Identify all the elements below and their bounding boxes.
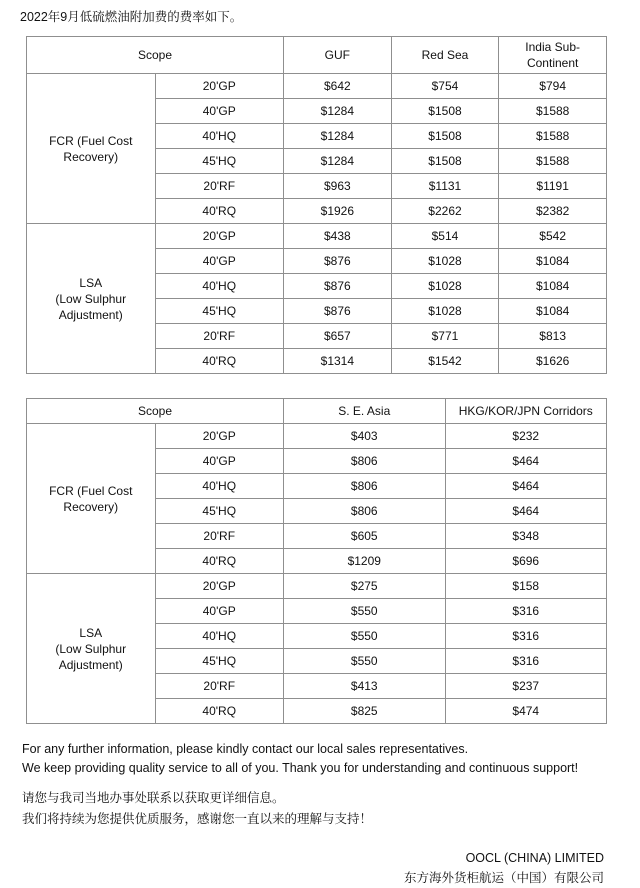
table-header-row [27, 37, 607, 74]
rate-value: $876 [284, 249, 392, 274]
column-header-scope: Scope [27, 399, 284, 424]
table1-body [27, 74, 607, 374]
column-header-guf: GUF [284, 37, 392, 74]
rate-value: $2382 [499, 199, 607, 224]
rate-value: $813 [499, 324, 607, 349]
group-label-lsa: LSA (Low Sulphur Adjustment) [27, 574, 156, 724]
rate-value: $514 [391, 224, 499, 249]
container-type: 40'RQ [155, 199, 284, 224]
rate-value: $1191 [499, 174, 607, 199]
rate-value: $237 [445, 674, 607, 699]
container-type: 40'RQ [155, 699, 284, 724]
rate-value: $1209 [284, 549, 446, 574]
rate-value: $158 [445, 574, 607, 599]
group-label-fcr: FCR (Fuel Cost Recovery) [27, 74, 156, 224]
footer-signature [20, 848, 620, 888]
container-type: 20'GP [155, 574, 284, 599]
container-type: 45'HQ [155, 149, 284, 174]
rate-value: $403 [284, 424, 446, 449]
rate-value: $275 [284, 574, 446, 599]
rate-value: $1626 [499, 349, 607, 374]
container-type: 40'RQ [155, 349, 284, 374]
container-type: 40'HQ [155, 124, 284, 149]
container-type: 20'GP [155, 74, 284, 99]
rate-value: $542 [499, 224, 607, 249]
rate-value: $1588 [499, 149, 607, 174]
company-name-en: OOCL (CHINA) LIMITED [465, 851, 604, 865]
rate-value: $806 [284, 449, 446, 474]
table-row [27, 74, 607, 99]
container-type: 40'GP [155, 99, 284, 124]
column-header-hkg-kor-jpn-corridors: HKG/KOR/JPN Corridors [445, 399, 607, 424]
table-row [27, 574, 607, 599]
rate-value: $825 [284, 699, 446, 724]
table-row [27, 224, 607, 249]
rate-value: $413 [284, 674, 446, 699]
column-header-se-asia: S. E. Asia [284, 399, 446, 424]
column-header-scope: Scope [27, 37, 284, 74]
container-type: 20'GP [155, 424, 284, 449]
rate-value: $642 [284, 74, 392, 99]
rate-value: $696 [445, 549, 607, 574]
rate-value: $1926 [284, 199, 392, 224]
rate-value: $963 [284, 174, 392, 199]
intro-text: 2022年9月低硫燃油附加费的费率如下。 [20, 10, 243, 24]
company-name-cn: 东方海外货柜航运（中国）有限公司 [403, 871, 604, 885]
rate-value: $1028 [391, 299, 499, 324]
container-type: 40'GP [155, 249, 284, 274]
rate-value: $2262 [391, 199, 499, 224]
rate-value: $464 [445, 474, 607, 499]
footer-gap [20, 830, 620, 848]
rate-value: $1028 [391, 274, 499, 299]
container-type: 20'RF [155, 324, 284, 349]
group-label-lsa: LSA (Low Sulphur Adjustment) [27, 224, 156, 374]
rate-table-primary [26, 36, 607, 374]
rate-value: $316 [445, 649, 607, 674]
rate-value: $1028 [391, 249, 499, 274]
rate-value: $1314 [284, 349, 392, 374]
rate-value: $1284 [284, 99, 392, 124]
rate-value: $771 [391, 324, 499, 349]
rate-value: $232 [445, 424, 607, 449]
column-header-india-sub-continent: India Sub-Continent [499, 37, 607, 74]
container-type: 20'RF [155, 524, 284, 549]
rate-value: $605 [284, 524, 446, 549]
rate-value: $1508 [391, 149, 499, 174]
rate-value: $794 [499, 74, 607, 99]
notes-gap [20, 724, 620, 740]
note-en-line1: For any further information, please kindly contact our local sales representatives. [22, 742, 469, 756]
container-type: 20'RF [155, 174, 284, 199]
rate-value: $1084 [499, 274, 607, 299]
container-type: 40'GP [155, 599, 284, 624]
rate-value: $754 [391, 74, 499, 99]
rate-value: $464 [445, 449, 607, 474]
rate-value: $550 [284, 624, 446, 649]
note-cn-line1: 请您与我司当地办事处联系以获取更详细信息。 [22, 791, 285, 805]
rate-value: $1508 [391, 99, 499, 124]
container-type: 40'RQ [155, 549, 284, 574]
rate-value: $1542 [391, 349, 499, 374]
table-header-row [27, 399, 607, 424]
table2-body [27, 424, 607, 724]
rate-value: $438 [284, 224, 392, 249]
note-en-line2: We keep providing quality service to all of you. Thank you for understanding and continuous support! [22, 761, 579, 775]
rate-table-secondary [26, 398, 607, 724]
rate-value: $876 [284, 299, 392, 324]
rate-value: $1084 [499, 249, 607, 274]
rate-value: $474 [445, 699, 607, 724]
column-header-red-sea: Red Sea [391, 37, 499, 74]
rate-value: $464 [445, 499, 607, 524]
container-type: 45'HQ [155, 649, 284, 674]
container-type: 40'GP [155, 449, 284, 474]
rate-value: $316 [445, 624, 607, 649]
group-label-fcr: FCR (Fuel Cost Recovery) [27, 424, 156, 574]
container-type: 20'GP [155, 224, 284, 249]
note-cn-line2: 我们将持续为您提供优质服务，感谢您一直以来的理解与支持！ [22, 812, 373, 826]
rate-value: $550 [284, 649, 446, 674]
rate-value: $1284 [284, 149, 392, 174]
rate-value: $1284 [284, 124, 392, 149]
notes-inner-gap [20, 778, 620, 788]
rate-value: $550 [284, 599, 446, 624]
container-type: 20'RF [155, 674, 284, 699]
rate-value: $1131 [391, 174, 499, 199]
rate-value: $1588 [499, 124, 607, 149]
rate-value: $348 [445, 524, 607, 549]
rate-value: $876 [284, 274, 392, 299]
container-type: 40'HQ [155, 624, 284, 649]
rate-value: $657 [284, 324, 392, 349]
table-row [27, 424, 607, 449]
container-type: 40'HQ [155, 274, 284, 299]
container-type: 45'HQ [155, 499, 284, 524]
rate-value: $806 [284, 474, 446, 499]
rate-value: $1588 [499, 99, 607, 124]
rate-value: $806 [284, 499, 446, 524]
rate-value: $1084 [499, 299, 607, 324]
rate-value: $1508 [391, 124, 499, 149]
table2-header [27, 399, 607, 424]
table1-header [27, 37, 607, 74]
container-type: 45'HQ [155, 299, 284, 324]
table-gap [20, 374, 620, 398]
container-type: 40'HQ [155, 474, 284, 499]
rate-value: $316 [445, 599, 607, 624]
